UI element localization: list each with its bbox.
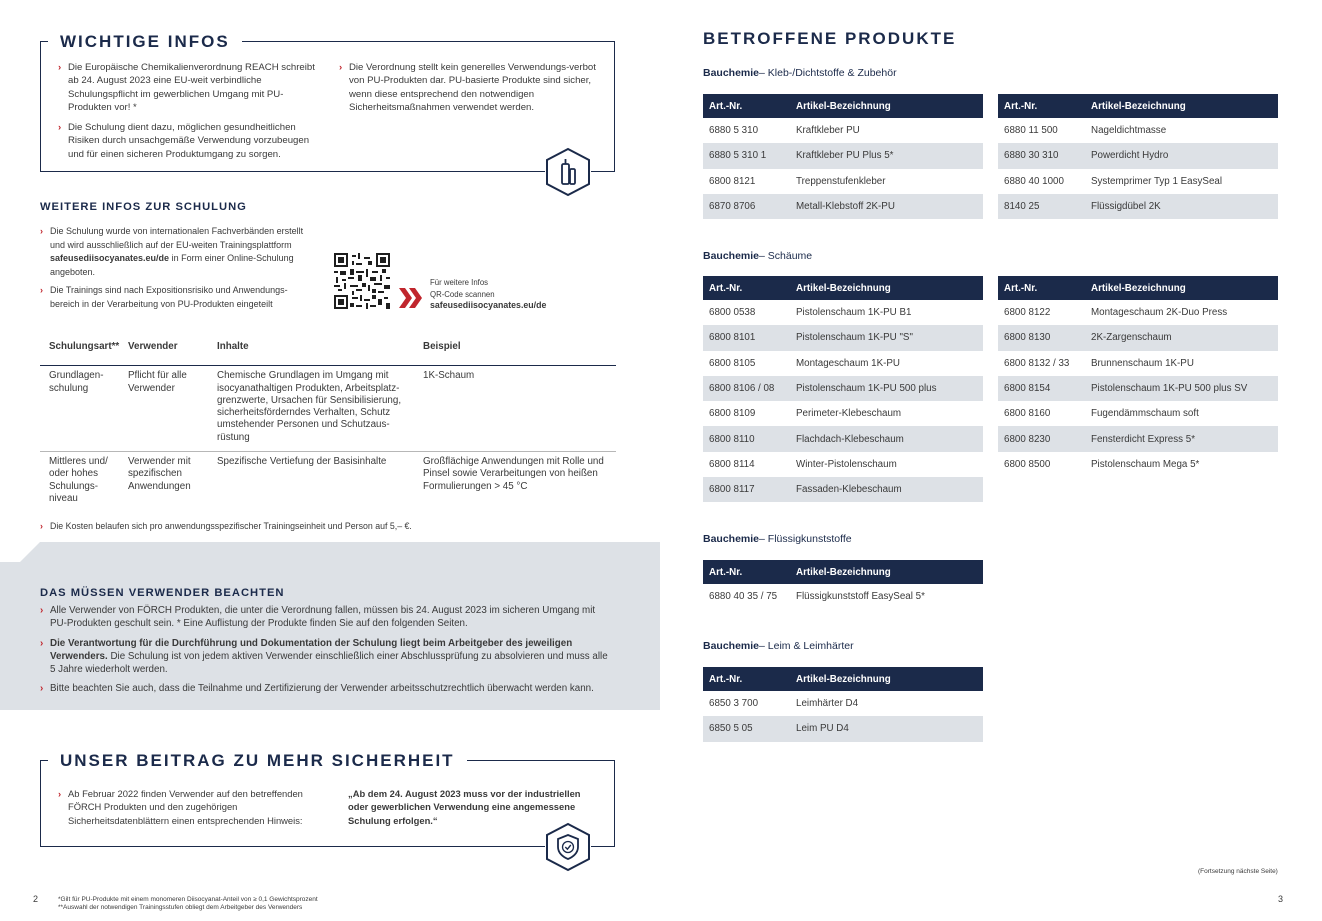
table-row: 6880 40 35 / 75 Flüssigkunststoff EasySeal 5* — [709, 591, 925, 603]
table-row: 6800 8122 Montageschaum 2K-Duo Press — [1004, 307, 1228, 319]
table-cell: Verwender mit spezifischen Anwendungen — [128, 456, 191, 492]
table-row: 6800 8101 Pistolenschaum 1K-PU "S" — [703, 325, 983, 350]
info-box-title: WICHTIGE INFOS — [48, 32, 242, 52]
info-bullet: › Die Verordnung stellt kein generelles Verwendungs-verbot von PU-Produkten dar. PU-basierte Produkte sind sicher, wenn diese entsprechend den notwendigen Sicherheitsmaßnahmen verwendet werden. — [339, 62, 596, 113]
beachten-bullet: › Alle Verwender von FÖRCH Produkten, die unter die Verordnung fallen, müssen bis 24. August 2023 im sicheren Umgang mit PU-Produkten geschult sein. * Eine Auflistung der Produkte finden Sie auf den folgenden Seiten. — [40, 605, 596, 630]
table-header-row — [40, 339, 616, 366]
category-label: Bauchemie– Kleb-/Dichtstoffe & Zubehör — [703, 67, 897, 79]
chevron-right-icon: › — [40, 605, 44, 616]
info-box-col1 — [58, 61, 321, 161]
table-cell: Mittleres und/ oder hohes Schulungs-niveau — [49, 456, 108, 504]
table-row: 6800 8160 Fugendämmschaum soft — [1004, 408, 1199, 420]
qr-link[interactable]: safeusediisocyanates.eu/de — [430, 300, 547, 310]
table-row — [40, 452, 616, 511]
beachten-title: DAS MÜSSEN VERWENDER BEACHTEN — [40, 587, 285, 599]
table-row: 6800 8105 Montageschaum 1K-PU — [709, 357, 901, 369]
schulung-table — [40, 339, 616, 511]
product-table — [703, 560, 983, 609]
qr-code[interactable] — [334, 253, 390, 309]
table-row: 6800 8121 Treppenstufenkleber — [709, 175, 886, 187]
page-number-right: 3 — [1278, 894, 1284, 904]
table-row: 6800 8132 / 33 Brunnenschaum 1K-PU — [1004, 357, 1194, 369]
footnote: *Gilt für PU-Produkte mit einem monomeren Diisocyanat-Anteil von ≥ 0,1 Gewichtsprozent **Auswahl der notwendigen Trainingsstufen obliegt dem Arbeitgeber des Verwenders — [58, 896, 318, 911]
chevron-right-icon: › — [58, 788, 62, 799]
table-header: Beispiel — [423, 341, 461, 352]
table-cell: Pflicht für alle Verwender — [128, 370, 187, 394]
chevron-right-icon: › — [40, 285, 43, 295]
chevron-right-icon: › — [339, 62, 343, 73]
table-row: 6800 8500 Pistolenschaum Mega 5* — [1004, 458, 1200, 470]
chevron-right-icon: › — [40, 226, 43, 236]
table-row: 6880 11 500 Nageldichtmasse — [1004, 125, 1167, 137]
beachten-bullet: › Bitte beachten Sie auch, dass die Teilnahme und Zertifizierung der Verwender arbeitsschutzrechtlich überwacht werden kann. — [40, 683, 594, 695]
info-box-col2 — [339, 61, 604, 114]
table-row: 6800 8154 Pistolenschaum 1K-PU 500 plus SV — [998, 376, 1278, 401]
table-header-row: Art.-Nr. Artikel-Bezeichnung — [703, 560, 983, 584]
schulung-bullets — [40, 225, 315, 311]
chevron-right-icon: › — [40, 683, 44, 695]
beitrag-title: UNSER BEITRAG ZU MEHR SICHERHEIT — [48, 751, 467, 771]
product-table — [998, 276, 1278, 477]
page-number-left: 2 — [33, 894, 39, 904]
table-header: Inhalte — [217, 341, 249, 352]
table-header-row: Art.-Nr. Artikel-Bezeichnung — [998, 276, 1278, 300]
table-row: 6880 5 310 Kraftkleber PU — [709, 125, 860, 137]
chevron-right-icon: › — [58, 122, 62, 134]
table-row: 6800 8110 Flachdach-Klebeschaum — [703, 426, 983, 451]
beachten-bullet: › Die Verantwortung für die Durchführung und Dokumentation der Schulung liegt beim Arbeitgeber des jeweiligen Verwenders. Die Schulung ist von jedem aktiven Verwender einschließlich einer Abschlussprüfung zu absolvieren und muss alle 5 Jahre wiederholt werden. — [40, 637, 608, 676]
table-row: 6800 8114 Winter-Pistolenschaum — [709, 458, 897, 470]
beitrag-bullet: › Ab Februar 2022 finden Verwender auf den betreffenden FÖRCH Produkten und den zugehörigen Sicherheitsdatenblättern einen entsprechenden Hinweis: — [58, 788, 303, 826]
table-cell: Chemische Grundlagen im Umgang mit isocyanathaltigen Produkten, Arbeitsplatz-grenzwerte, Ursachen für Sensibilisierung, sicherheitsförderndes Verhalten, Schutz umstehender Personen und Schutzaus-rüstung — [217, 370, 402, 443]
schulung-bullet: › Die Schulung wurde von internationalen Fachverbänden erstellt und wird ausschließlich auf der EU-weiten Trainingsplattform safeusediisocyanates.eu/de in Form einer Online-Schulung angeboten. — [40, 226, 304, 277]
table-row — [40, 366, 616, 452]
table-header-row: Art.-Nr. Artikel-Bezeichnung — [703, 667, 983, 691]
table-header: Verwender — [128, 341, 178, 352]
schulung-bullet: › Die Trainings sind nach Expositionsrisiko und Anwendungs-bereich in der Verarbeitung von PU-Produkten eingeteilt — [40, 285, 288, 309]
chevron-right-icon: › — [58, 62, 62, 73]
table-row: 6880 5 310 1 Kraftkleber PU Plus 5* — [703, 143, 983, 168]
beachten-bullets — [40, 604, 610, 696]
products-title: BETROFFENE PRODUKTE — [703, 29, 957, 48]
table-row: 6800 8117 Fassaden-Klebeschaum — [703, 477, 983, 502]
spray-can-icon — [545, 147, 591, 197]
schulung-title: WEITERE INFOS ZUR SCHULUNG — [40, 201, 247, 213]
beitrag-quote: „Ab dem 24. August 2023 muss vor der industriellen oder gewerblichen Verwendung eine angemessene Schulung erfolgen.“ — [348, 788, 581, 826]
table-cell: Spezifische Vertiefung der Basisinhalte — [217, 456, 387, 468]
table-cell: Grundlagen-schulung — [49, 370, 104, 394]
table-header-row: Art.-Nr. Artikel-Bezeichnung — [998, 94, 1278, 118]
table-cell: 1K-Schaum — [423, 370, 475, 382]
category-label: Bauchemie– Schäume — [703, 250, 813, 262]
table-row: 6850 5 05 Leim PU D4 — [703, 716, 983, 741]
continued-note: (Fortsetzung nächste Seite) — [1198, 868, 1278, 875]
product-table — [703, 667, 983, 742]
qr-arrows-icon — [399, 288, 423, 308]
qr-caption: Für weitere Infos QR-Code scannen safeusediisocyanates.eu/de — [430, 278, 547, 310]
table-row: 6800 0538 Pistolenschaum 1K-PU B1 — [709, 307, 912, 319]
grey-band-notch — [0, 540, 660, 564]
chevron-right-icon: › — [40, 637, 44, 649]
product-table — [703, 94, 983, 219]
table-header: Schulungsart** — [49, 341, 120, 352]
table-row: 6800 8230 Fensterdicht Express 5* — [998, 426, 1278, 451]
table-header-row: Art.-Nr. Artikel-Bezeichnung — [703, 276, 983, 300]
schulung-link[interactable]: safeusediisocyanates.eu/de — [50, 253, 170, 263]
table-row: 8140 25 Flüssigdübel 2K — [998, 194, 1278, 219]
category-label: Bauchemie– Leim & Leimhärter — [703, 640, 854, 652]
table-header-row: Art.-Nr. Artikel-Bezeichnung — [703, 94, 983, 118]
info-bullet: › Die Schulung dient dazu, möglichen gesundheitlichen Risiken durch unsachgemäße Verwendung vorzubeugen und für einen sicheren Produktumgang zu sorgen. — [58, 122, 310, 160]
info-bullet: › Die Europäische Chemikalienverordnung REACH schreibt ab 24. August 2023 eine EU-weit verbindliche Schulungspflicht im gewerblichen Umgang mit PU-Produkten vor! * — [58, 62, 315, 113]
product-table — [703, 276, 983, 502]
table-row: 6800 8106 / 08 Pistolenschaum 1K-PU 500 plus — [703, 376, 983, 401]
cost-note: › Die Kosten belaufen sich pro anwendungsspezifischer Trainingseinheit und Person auf 5,– €. — [40, 520, 600, 533]
chevron-right-icon: › — [40, 521, 43, 531]
table-row: 6870 8706 Metall-Klebstoff 2K-PU — [703, 194, 983, 219]
table-row: 6880 30 310 Powerdicht Hydro — [998, 143, 1278, 168]
table-row: 6800 8130 2K-Zargenschaum — [998, 325, 1278, 350]
table-row: 6880 40 1000 Systemprimer Typ 1 EasySeal — [1004, 175, 1223, 187]
category-label: Bauchemie– Flüssigkunststoffe — [703, 533, 852, 545]
product-table — [998, 94, 1278, 219]
table-cell: Großflächige Anwendungen mit Rolle und Pinsel sowie Verarbeitungen von heißen Formulierungen > 45 °C — [423, 456, 604, 492]
table-row: 6850 3 700 Leimhärter D4 — [709, 698, 859, 710]
table-row: 6800 8109 Perimeter-Klebeschaum — [709, 408, 902, 420]
shield-check-icon — [545, 822, 591, 872]
